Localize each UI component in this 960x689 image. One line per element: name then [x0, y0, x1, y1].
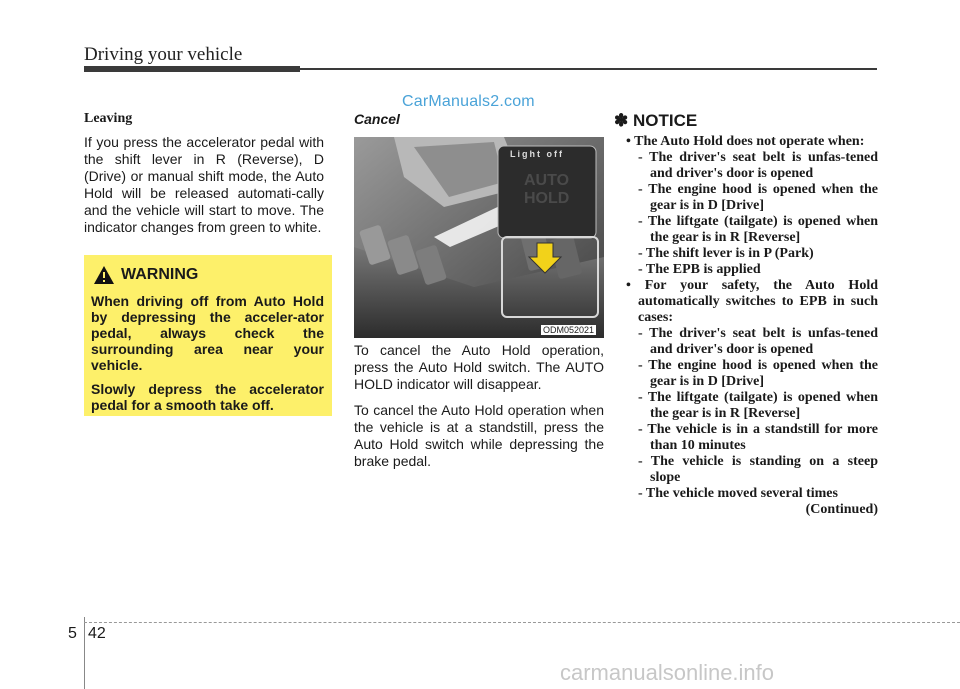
light-off-label: Light off — [510, 149, 564, 159]
image-code: ODM052021 — [543, 325, 595, 335]
notice-item: - The driver's seat belt is unfas-tened and driver's door is opened — [638, 326, 878, 357]
page-header-title: Driving your vehicle — [84, 44, 243, 65]
photo-illustration — [354, 137, 604, 338]
warning-text-2: Slowly depress the accelerator pedal for a smooth take off. — [91, 381, 324, 413]
notice-bullet-2: • For your safety, the Auto Hold automatically switches to EPB in such cases: — [626, 278, 878, 325]
watermark-bottom[interactable]: carmanualsonline.info — [560, 660, 775, 685]
notice-bullet-1: • The Auto Hold does not operate when: — [626, 134, 865, 149]
header-bar — [84, 66, 300, 72]
notice-item: - The liftgate (tailgate) is opened when the gear is in R [Reverse] — [638, 390, 878, 421]
auto-label: AUTO — [524, 172, 570, 189]
cancel-text — [354, 342, 604, 479]
leaving-heading: Leaving — [84, 111, 133, 126]
warning-header — [93, 265, 324, 285]
section-number: 5 — [68, 625, 77, 642]
left-column — [84, 111, 324, 236]
notice-item: - The liftgate (tailgate) is opened when the gear is in R [Reverse] — [638, 214, 878, 245]
footer-divider — [84, 617, 85, 689]
notice-title: ✽ NOTICE — [614, 111, 698, 130]
cancel-heading: Cancel — [354, 111, 400, 127]
notice-column — [614, 111, 878, 518]
leaving-paragraph: If you press the accelerator pedal with the shift lever in R (Reverse), D (Drive) or manual shift mode, the Auto Hold will be released automati-cally and the vehicle will start to move. The indicator changes from green to white. — [84, 134, 324, 235]
notice-item: - The driver's seat belt is unfas-tened and driver's door is opened — [638, 150, 878, 181]
middle-column — [354, 111, 604, 127]
warning-box — [84, 255, 332, 416]
cancel-paragraph-2: To cancel the Auto Hold operation when the vehicle is at a standstill, press the Auto Hold switch while depressing the brake pedal. — [354, 402, 604, 469]
warning-text-1: When driving off from Auto Hold by depressing the acceler-ator pedal, always check the surrounding area near your vehicle. — [91, 293, 324, 373]
notice-item: - The engine hood is opened when the gear is in D [Drive] — [638, 358, 878, 389]
notice-item: - The engine hood is opened when the gear is in D [Drive] — [638, 182, 878, 213]
notice-item: - The vehicle is in a standstill for more than 10 minutes — [638, 422, 878, 453]
notice-item: - The shift lever is in P (Park) — [638, 246, 814, 261]
footer-rule — [84, 622, 960, 623]
notice-item: - The EPB is applied — [638, 262, 761, 277]
warning-icon — [93, 265, 115, 285]
notice-item: - The vehicle is standing on a steep slope — [638, 454, 878, 485]
warning-title: WARNING — [121, 266, 199, 283]
auto-hold-switch-photo — [354, 137, 604, 338]
hold-label: HOLD — [524, 190, 570, 207]
page-number: 42 — [88, 625, 106, 642]
notice-item: - The vehicle moved several times — [638, 486, 838, 501]
cancel-paragraph-1: To cancel the Auto Hold operation, press the Auto Hold switch. The AUTO HOLD indicator will disappear. — [354, 342, 604, 392]
header-rule — [300, 68, 877, 70]
notice-continued: (Continued) — [805, 502, 878, 517]
watermark-top[interactable]: CarManuals2.com — [402, 93, 535, 110]
